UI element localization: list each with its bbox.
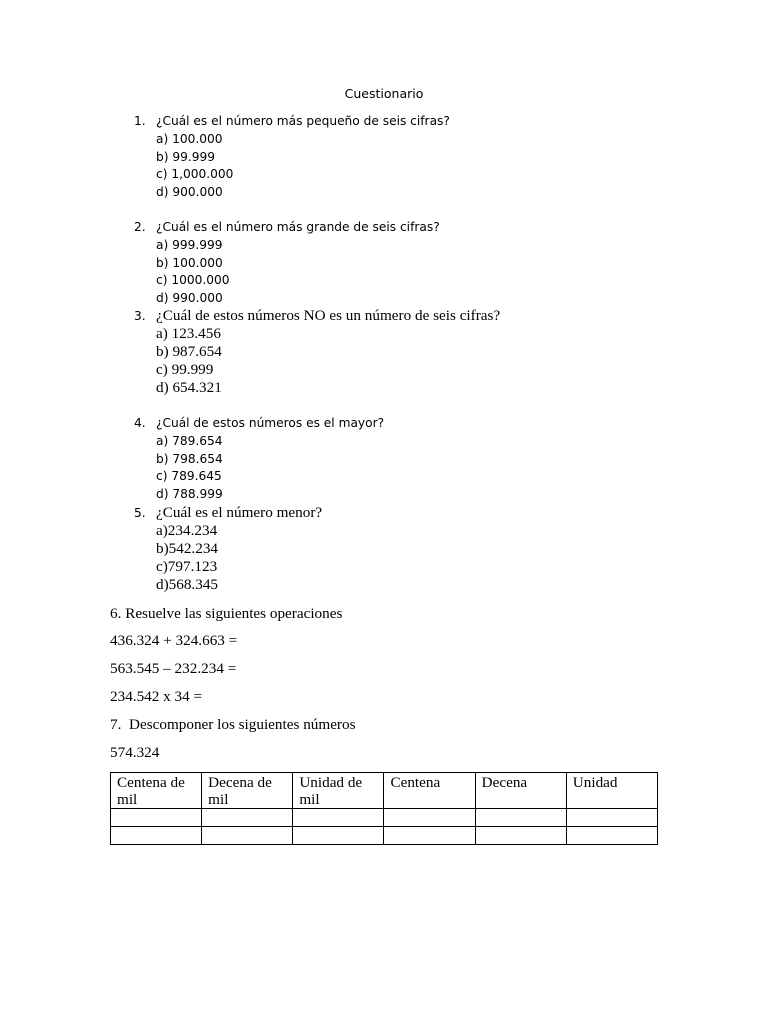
question-number: 4. <box>134 416 146 430</box>
option-b: b) 99.999 <box>156 149 216 164</box>
question-2 <box>134 219 440 308</box>
option-a: a)234.234 <box>156 522 218 539</box>
table-cell[interactable] <box>475 809 566 827</box>
place-value-table <box>110 772 658 845</box>
operation-multiplication: 234.542 x 34 = <box>110 688 203 705</box>
header-decena-de-mil: Decena de mil <box>202 773 293 809</box>
operation-sum: 436.324 + 324.663 = <box>110 632 238 649</box>
header-unidad-de-mil: Unidad de mil <box>293 773 384 809</box>
option-b: b) 798.654 <box>156 451 223 466</box>
number-to-decompose: 574.324 <box>110 744 160 761</box>
question-number: 5. <box>134 506 146 520</box>
table-cell[interactable] <box>202 827 293 845</box>
option-b: b) 100.000 <box>156 255 223 270</box>
question-text: ¿Cuál es el número más grande de seis cifras? <box>156 220 440 234</box>
question-number: 2. <box>134 220 146 234</box>
option-d: d) 788.999 <box>156 487 223 502</box>
table-cell[interactable] <box>111 827 202 845</box>
operation-subtraction: 563.545 – 232.234 = <box>110 660 237 677</box>
option-b: b) 987.654 <box>156 343 222 360</box>
header-decena: Decena <box>475 773 566 809</box>
option-d: d) 900.000 <box>156 185 223 200</box>
section-6-heading: 6. Resuelve las siguientes operaciones <box>110 605 343 622</box>
table-cell[interactable] <box>475 827 566 845</box>
table-cell[interactable] <box>384 827 475 845</box>
question-3 <box>134 307 500 397</box>
option-b: b)542.234 <box>156 540 219 557</box>
table-cell[interactable] <box>566 827 657 845</box>
table-cell[interactable] <box>293 827 384 845</box>
option-c: c)797.123 <box>156 558 218 575</box>
table-header-row <box>111 773 658 809</box>
table-cell[interactable] <box>566 809 657 827</box>
header-centena-de-mil: Centena de mil <box>111 773 202 809</box>
header-unidad: Unidad <box>566 773 657 809</box>
table-cell[interactable] <box>111 809 202 827</box>
question-text: ¿Cuál de estos números es el mayor? <box>156 416 385 430</box>
table-cell[interactable] <box>202 809 293 827</box>
question-4 <box>134 415 384 504</box>
option-a: a) 123.456 <box>156 325 221 342</box>
option-d: d)568.345 <box>156 576 219 593</box>
page-title: Cuestionario <box>344 86 424 101</box>
option-c: c) 789.645 <box>156 469 222 484</box>
question-text: ¿Cuál de estos números NO es un número de seis cifras? <box>156 307 501 324</box>
option-c: c) 1,000.000 <box>156 167 234 182</box>
option-a: a) 100.000 <box>156 131 223 146</box>
section-7-heading: 7. Descomponer los siguientes números <box>110 716 356 733</box>
table-cell[interactable] <box>384 809 475 827</box>
table-row <box>111 827 658 845</box>
question-5 <box>134 504 322 594</box>
question-text: ¿Cuál es el número más pequeño de seis cifras? <box>156 114 450 128</box>
option-a: a) 999.999 <box>156 237 223 252</box>
question-1 <box>134 113 450 202</box>
question-text: ¿Cuál es el número menor? <box>156 504 323 521</box>
table-row <box>111 809 658 827</box>
table-cell[interactable] <box>293 809 384 827</box>
header-centena: Centena <box>384 773 475 809</box>
option-d: d) 654.321 <box>156 379 222 396</box>
option-a: a) 789.654 <box>156 433 223 448</box>
question-number: 1. <box>134 114 146 128</box>
question-number: 3. <box>134 309 146 323</box>
option-c: c) 1000.000 <box>156 273 230 288</box>
option-d: d) 990.000 <box>156 291 223 306</box>
option-c: c) 99.999 <box>156 361 214 378</box>
